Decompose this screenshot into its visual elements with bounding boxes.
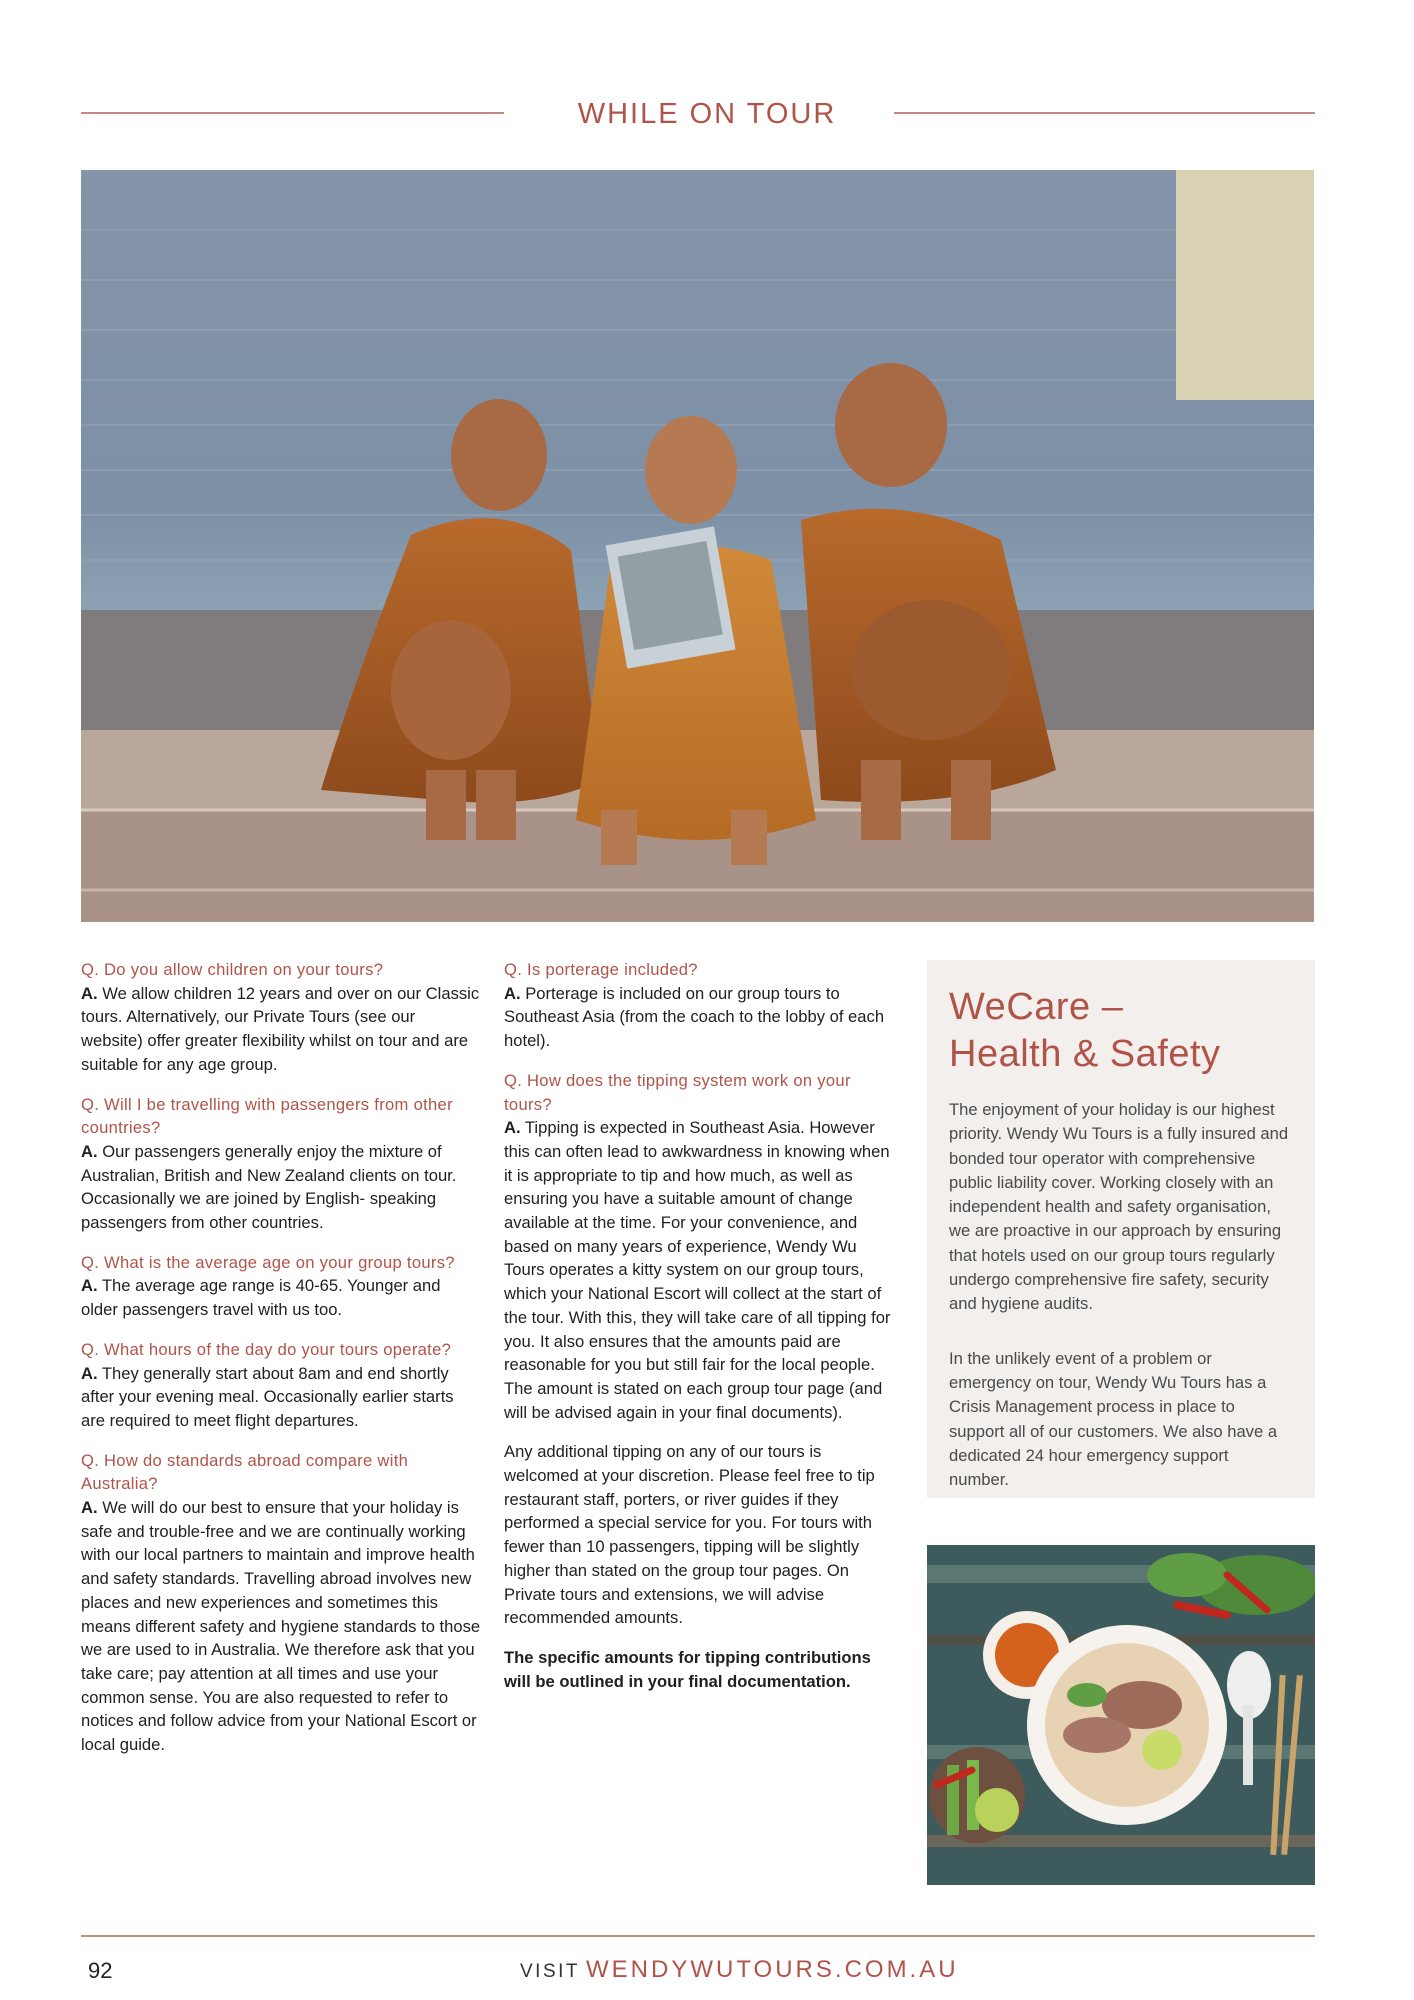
faq-question: Q. What hours of the day do your tours operate?: [81, 1339, 452, 1359]
header-rule-right: [894, 112, 1315, 114]
faq-column-left: [81, 958, 481, 1773]
faq-question: Q. How does the tipping system work on your tours?: [504, 1070, 851, 1114]
faq-question: Q. What is the average age on your group tours?: [81, 1252, 455, 1272]
answer-text: They generally start about 8am and end shortly after your evening meal. Occasionally earlier starts are required to meet flight departures.: [81, 1363, 454, 1430]
wecare-paragraph-1: The enjoyment of your holiday is our highest priority. Wendy Wu Tours is a fully insured and bonded tour operator with comprehensive public liability cover. Working closely with an independent health and safety organisation, we are proactive in our approach by ensuring that hotels used on our group tours regularly undergo comprehensive fire safety, security and hygiene audits.: [949, 1100, 1289, 1314]
answer-text: The average age range is 40-65. Younger and older passengers travel with us too.: [81, 1276, 441, 1320]
answer-label: A.: [504, 983, 521, 1003]
answer-label: A.: [81, 1141, 98, 1161]
faq-answer: [81, 1496, 481, 1757]
answer-text: We will do our best to ensure that your holiday is safe and trouble-free and we are continually working with our local partners to maintain and improve health and safety standards. Travelling abroad involves new places and new experiences and sometimes this means different safety and hygiene standards to those we are used to in Australia. We therefore ask that you take care; pay attention at all times and use your common sense. You are also requested to refer to notices and follow advice from your National Escort or local guide.: [81, 1498, 481, 1755]
faq-answer: [504, 982, 896, 1053]
visit-label: VISIT: [520, 1961, 581, 1982]
answer-label: A.: [504, 1118, 521, 1138]
answer-label: A.: [81, 983, 98, 1003]
faq-question: Q. How do standards abroad compare with Australia?: [81, 1450, 409, 1494]
faq-question: Q. Do you allow children on your tours?: [81, 960, 384, 979]
tipping-paragraph: Any additional tipping on any of our tours is welcomed at your discretion. Please feel free to tip restaurant staff, porters, or river guides if they performed a special service for you. For tours with fewer than 10 passengers, tipping will be slightly higher than stated on the group tour pages. On Private tours and extensions, we will advise recommended amounts.: [504, 1442, 875, 1628]
monks-photo: [81, 170, 1314, 922]
answer-label: A.: [81, 1276, 98, 1296]
section-title: WHILE ON TOUR: [577, 98, 837, 130]
wecare-title-line1: WeCare –: [949, 986, 1124, 1028]
faq-question: Q. Will I be travelling with passengers from other countries?: [81, 1094, 453, 1138]
answer-label: A.: [81, 1363, 98, 1383]
website-link[interactable]: WENDYWUTOURS.COM.AU: [586, 1956, 959, 1983]
wecare-paragraph-2: In the unlikely event of a problem or emergency on tour, Wendy Wu Tours has a Crisis Management process in place to support all of our customers. We also have a dedicated 24 hour emergency support number.: [949, 1348, 1278, 1490]
answer-text: Our passengers generally enjoy the mixture of Australian, British and New Zealand clients on tour. Occasionally we are joined by English- speaking passengers from other countries.: [81, 1141, 457, 1233]
answer-label: A.: [81, 1498, 98, 1518]
wecare-title: [949, 984, 1293, 1078]
faq-answer: [81, 1140, 481, 1235]
faq-question: Q. Is porterage included?: [504, 960, 698, 979]
faq-answer: [81, 982, 481, 1077]
faq-answer: [504, 1116, 896, 1424]
pho-photo: [927, 1545, 1315, 1885]
wecare-panel: [927, 960, 1315, 1498]
footer-rule: [81, 1935, 1315, 1937]
answer-text: We allow children 12 years and over on our Classic tours. Alternatively, our Private Tours (see our website) offer greater flexibility whilst on tour and are suitable for any age group.: [81, 983, 480, 1074]
faq-column-middle: [504, 958, 896, 1693]
tipping-note: The specific amounts for tipping contributions will be outlined in your final documentation.: [504, 1647, 871, 1691]
faq-answer: [81, 1362, 481, 1433]
wecare-title-line2: Health & Safety: [949, 1033, 1221, 1075]
page-number: 92: [88, 1958, 113, 1983]
faq-answer: [81, 1274, 481, 1321]
footer-website[interactable]: [520, 1956, 959, 1984]
answer-text: Tipping is expected in Southeast Asia. However this can often lead to awkwardness in knowing when it is appropriate to tip and how much, as well as ensuring you have a suitable amount of change available at the time. For your convenience, and based on many years of experience, Wendy Wu Tours operates a kitty system on our group tours, which your National Escort will collect at the start of the tour. With this, they will take care of all tipping for you. It also ensures that the amounts paid are reasonable for you but still fair for the local people. The amount is stated on each group tour page (and will be advised again in your final documents).: [504, 1118, 891, 1422]
answer-text: Porterage is included on our group tours to Southeast Asia (from the coach to the lobby of each hotel).: [504, 983, 885, 1051]
